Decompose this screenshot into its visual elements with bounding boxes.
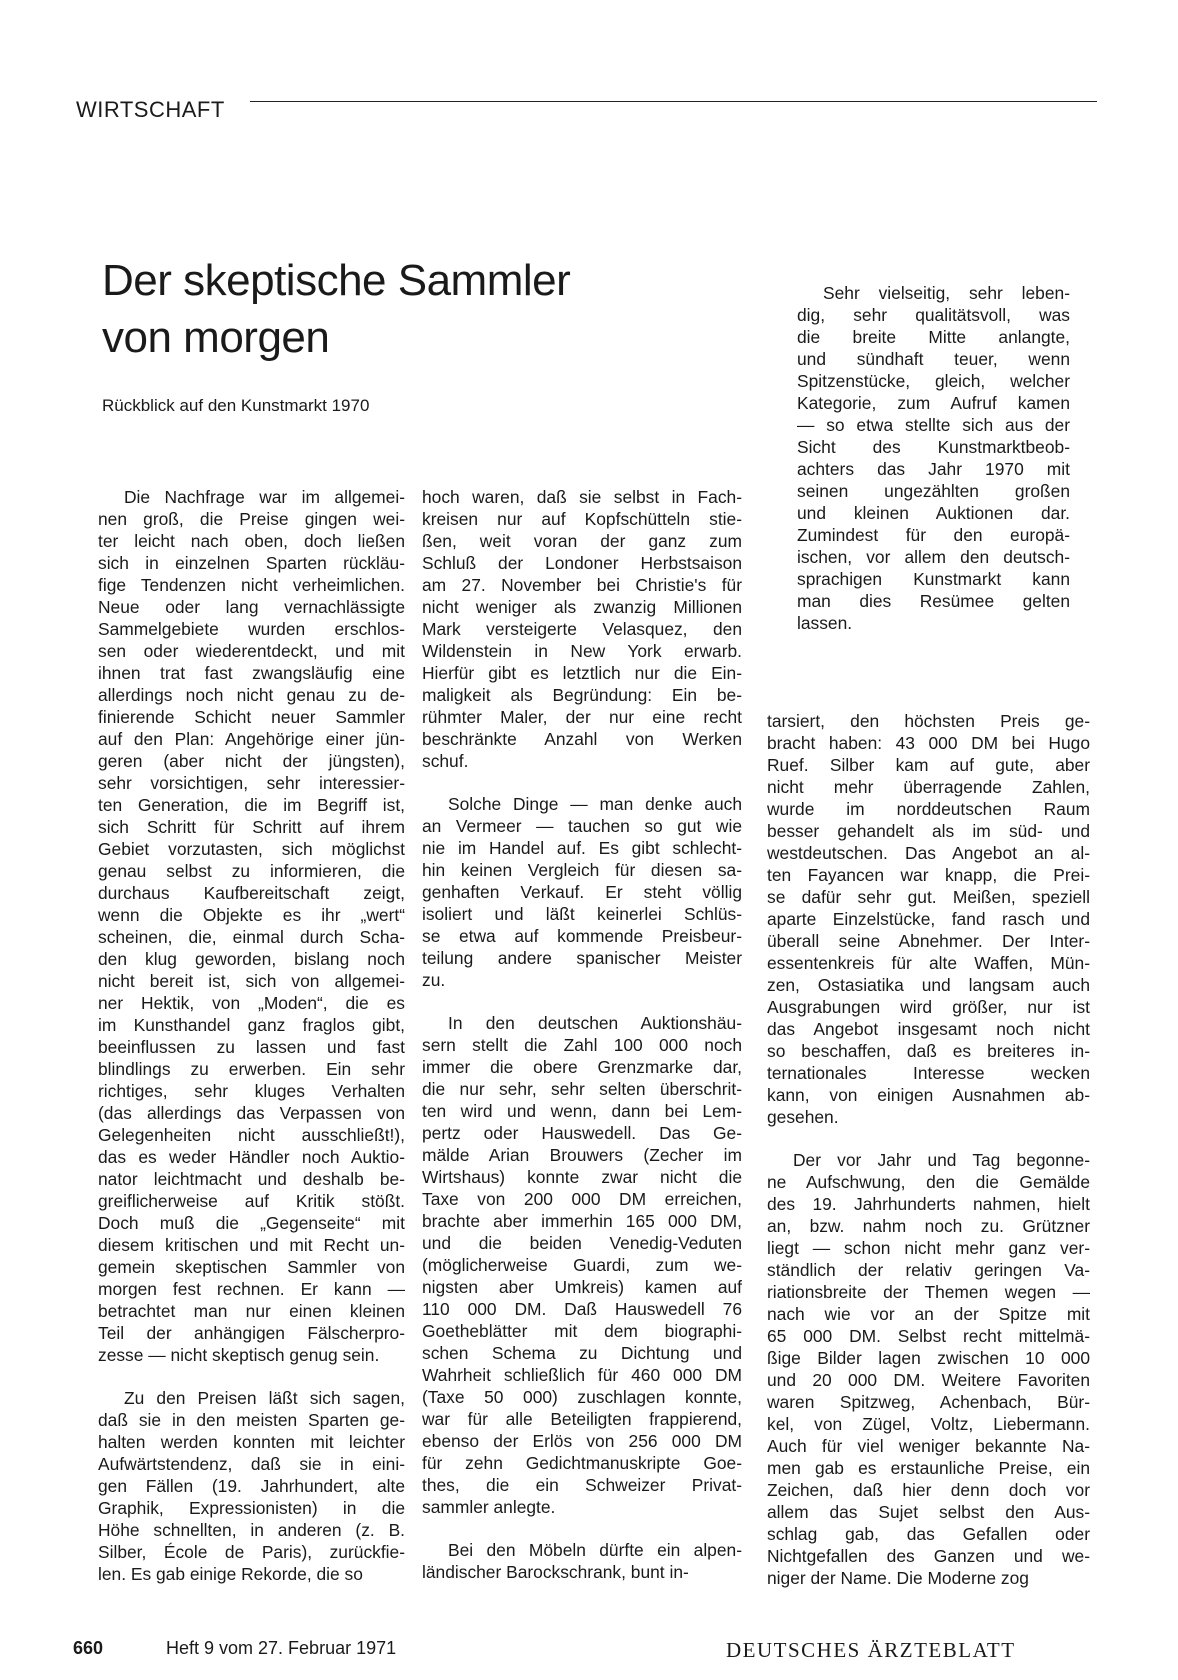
text-line: sprachigen Kunstmarkt kann <box>797 569 1070 589</box>
text-line: ebenso der Erlös von 256 000 DM <box>422 1431 742 1451</box>
text-line: ßige Bilder lagen zwischen 10 000 <box>767 1348 1090 1368</box>
text-line: zu. <box>422 970 446 990</box>
text-line: sen oder wiederentdeckt, und mit <box>98 641 405 661</box>
section-rule <box>250 101 1097 102</box>
text-line: Goetheblätter mit dem biographi- <box>422 1321 742 1341</box>
paragraph <box>422 1539 742 1583</box>
text-line: nicht bereit ist, sich von allgemei- <box>98 971 405 991</box>
text-line: ischen, vor allem den deutsch- <box>797 547 1070 567</box>
text-line: für zehn Gedichtmanuskripte Goe- <box>422 1453 742 1473</box>
paragraph <box>422 793 742 991</box>
text-line: schlag gab, das Gefallen oder <box>767 1524 1090 1544</box>
text-line: Neue oder lang vernachlässigte <box>98 597 405 617</box>
text-line: ter leicht nach oben, doch ließen <box>98 531 405 551</box>
text-line: Doch muß die „Gegenseite“ mit <box>98 1213 405 1233</box>
text-line: nie im Handel auf. Es gibt schlecht- <box>422 838 742 858</box>
text-line: Teil der anhängigen Fälscherpro- <box>98 1323 405 1343</box>
text-line: ternationales Interesse wecken <box>767 1063 1090 1083</box>
text-line: pertz oder Hauswedell. Das Ge- <box>422 1123 742 1143</box>
text-line: schen Schema zu Dichtung und <box>422 1343 742 1363</box>
text-line: Aufwärtstendenz, daß sie in eini- <box>98 1454 405 1474</box>
text-line: Schluß der Londoner Herbstsaison <box>422 553 742 573</box>
paragraph <box>98 1387 405 1585</box>
text-line: war für alle Beteiligten frappierend, <box>422 1409 742 1429</box>
text-line: an, bzw. nahm noch zu. Grützner <box>767 1216 1090 1236</box>
text-line: Taxe von 200 000 DM erreichen, <box>422 1189 742 1209</box>
journal-name: DEUTSCHES ÄRZTEBLATT <box>726 1638 1016 1662</box>
text-line: Die Nachfrage war im allgemei- <box>124 487 405 507</box>
text-line: Wahrheit schließlich für 460 000 DM <box>422 1365 742 1385</box>
text-line: so beschaffen, daß es breiteres in- <box>767 1041 1090 1061</box>
text-line: thes, die ein Schweizer Privat- <box>422 1475 742 1495</box>
text-line: allem das Sujet selbst den Aus- <box>767 1502 1090 1522</box>
text-line: nigsten aber Umkreis) kamen auf <box>422 1277 742 1297</box>
text-line: und die beiden Venedig-Veduten <box>422 1233 742 1253</box>
text-line: zesse — nicht skeptisch genug sein. <box>98 1345 380 1365</box>
text-line: beschränkte Anzahl von Werken <box>422 729 742 749</box>
text-line: se etwa auf kommende Preisbeur- <box>422 926 742 946</box>
text-line: finierende Schicht neuer Sammler <box>98 707 405 727</box>
text-line: sehr vorsichtigen, sehr interessier- <box>98 773 405 793</box>
text-line: Silber, École de Paris), zurückfie- <box>98 1542 405 1562</box>
text-line: nicht weniger als zwanzig Millionen <box>422 597 742 617</box>
text-line: nen groß, die Preise gingen wei- <box>98 509 405 529</box>
text-column-3-top <box>797 282 1070 634</box>
text-line: Zeichen, daß hier denn doch vor <box>767 1480 1090 1500</box>
text-line: ständlich der relativ geringen Va- <box>767 1260 1090 1280</box>
text-line: gen Fällen (19. Jahrhundert, alte <box>98 1476 405 1496</box>
text-line: Zumindest für den europä- <box>797 525 1070 545</box>
text-line: essentenkreis für alte Waffen, Mün- <box>767 953 1090 973</box>
text-line: im Kunsthandel ganz fraglos gibt, <box>98 1015 405 1035</box>
text-line: dig, sehr qualitätsvoll, was <box>797 305 1070 325</box>
text-line: rühmter Maler, der nur eine recht <box>422 707 742 727</box>
text-line: zen, Ostasiatika und langsam auch <box>767 975 1090 995</box>
text-line: überall seine Abnehmer. Der Inter- <box>767 931 1090 951</box>
text-line: nach wie vor an der Spitze mit <box>767 1304 1090 1324</box>
text-line: Wildenstein in New York erwarb. <box>422 641 742 661</box>
paragraph <box>767 1149 1090 1589</box>
text-line: sich Schritt für Schritt auf ihrem <box>98 817 405 837</box>
text-line: ihnen trat fast zwangsläufig eine <box>98 663 405 683</box>
text-line: besser gehandelt als im süd- und <box>767 821 1090 841</box>
text-line: — so etwa stellte sich aus der <box>797 415 1070 435</box>
text-line: Mark versteigerte Velasquez, den <box>422 619 742 639</box>
text-line: an Vermeer — tauchen so gut wie <box>422 816 742 836</box>
text-line: ten Generation, die im Begriff ist, <box>98 795 405 815</box>
text-line: genau selbst zu informieren, die <box>98 861 405 881</box>
text-line: men gab es erstaunliche Preise, ein <box>767 1458 1090 1478</box>
text-line: und sündhaft teuer, wenn <box>797 349 1070 369</box>
text-line: gemein skeptischen Sammler von <box>98 1257 405 1277</box>
text-line: niger der Name. Die Moderne zog <box>767 1568 1029 1588</box>
text-line: waren Spitzweg, Achenbach, Bür- <box>767 1392 1090 1412</box>
text-line: teilung andere spanischer Meister <box>422 948 742 968</box>
text-line: tarsiert, den höchsten Preis ge- <box>767 711 1090 731</box>
text-line: wurde im norddeutschen Raum <box>767 799 1090 819</box>
text-line: se dafür sehr gut. Meißen, speziell <box>767 887 1090 907</box>
text-line: Gebiet vorzutasten, sich möglichst <box>98 839 405 859</box>
text-line: den klug geworden, bislang noch <box>98 949 405 969</box>
text-line: man dies Resümee gelten <box>797 591 1070 611</box>
text-line: ne Aufschwung, den die Gemälde <box>767 1172 1090 1192</box>
text-line: maligkeit als Begründung: Ein be- <box>422 685 742 705</box>
text-line: mälde Arian Brouwers (Zecher im <box>422 1145 742 1165</box>
text-line: westdeutschen. Das Angebot an al- <box>767 843 1090 863</box>
text-line: Solche Dinge — man denke auch <box>448 794 742 814</box>
article-title-line: Der skeptische Sammler <box>102 256 571 305</box>
article-title-line: von morgen <box>102 313 330 362</box>
text-column-1 <box>98 486 405 1585</box>
text-line: Spitzenstücke, gleich, welcher <box>797 371 1070 391</box>
text-line: durchaus Kaufbereitschaft zeigt, <box>98 883 405 903</box>
text-line: das es weder Händler noch Auktio- <box>98 1147 405 1167</box>
text-line: seinen ungezählten großen <box>797 481 1070 501</box>
text-line: hin keinen Vergleich für diesen sa- <box>422 860 742 880</box>
section-label: WIRTSCHAFT <box>76 97 225 122</box>
text-line: hoch waren, daß sie selbst in Fach- <box>422 487 742 507</box>
text-line: Gelegenheiten nicht ausschließt!), <box>98 1125 405 1145</box>
text-column-3-bottom <box>767 710 1090 1589</box>
text-line: riationsbreite der Themen wegen — <box>767 1282 1090 1302</box>
text-line: Ruef. Silber kam auf gute, aber <box>767 755 1090 775</box>
text-line: Ausgrabungen wird größer, nur ist <box>767 997 1090 1017</box>
article-subtitle: Rückblick auf den Kunstmarkt 1970 <box>102 396 370 415</box>
text-line: Auch für viel weniger bekannte Na- <box>767 1436 1090 1456</box>
text-line: allerdings noch nicht genau zu de- <box>98 685 405 705</box>
text-line: schuf. <box>422 751 469 771</box>
text-line: Bei den Möbeln dürfte ein alpen- <box>448 1540 742 1560</box>
text-line: betrachtet man nur einen kleinen <box>98 1301 405 1321</box>
text-line: ländischer Barockschrank, bunt in- <box>422 1562 689 1582</box>
paragraph <box>422 486 742 772</box>
text-line: bracht haben: 43 000 DM bei Hugo <box>767 733 1090 753</box>
text-line: Höhe schnellten, in anderen (z. B. <box>98 1520 405 1540</box>
paragraph <box>98 486 405 1366</box>
page-number: 660 <box>73 1638 104 1658</box>
text-line: isoliert und läßt keinerlei Schlüs- <box>422 904 742 924</box>
text-line: Kategorie, zum Aufruf kamen <box>797 393 1070 413</box>
text-line: Graphik, Expressionisten) in die <box>98 1498 405 1518</box>
text-line: Der vor Jahr und Tag begonne- <box>793 1150 1090 1170</box>
text-line: 65 000 DM. Selbst recht mittelmä- <box>767 1326 1090 1346</box>
text-line: auf den Plan: Angehörige einer jün- <box>98 729 405 749</box>
text-line: brachte aber immerhin 165 000 DM, <box>422 1211 742 1231</box>
text-line: halten werden konnten mit leichter <box>98 1432 405 1452</box>
text-line: (Taxe 50 000) zuschlagen konnte, <box>422 1387 742 1407</box>
text-line: achters das Jahr 1970 mit <box>797 459 1070 479</box>
text-line: ßen, weit voran der ganz zum <box>422 531 742 551</box>
text-line: aparte Einzelstücke, fand rasch und <box>767 909 1090 929</box>
text-line: (möglicherweise Guardi, zum we- <box>422 1255 742 1275</box>
text-line: Sicht des Kunstmarktbeob- <box>797 437 1070 457</box>
text-line: ner Hektik, von „Moden“, die es <box>98 993 405 1013</box>
text-line: ten Fayancen war knapp, die Prei- <box>767 865 1090 885</box>
text-line: richtiges, sehr kluges Verhalten <box>98 1081 405 1101</box>
text-line: blindlings zu erwerben. Ein sehr <box>98 1059 405 1079</box>
text-line: len. Es gab einige Rekorde, die so <box>98 1564 363 1584</box>
text-line: kel, von Zügel, Voltz, Liebermann. <box>767 1414 1090 1434</box>
text-line: kann, von einigen Ausnahmen ab- <box>767 1085 1090 1105</box>
paragraph <box>797 282 1070 634</box>
text-line: (das allerdings das Verpassen von <box>98 1103 405 1123</box>
text-column-2 <box>422 486 742 1583</box>
text-line: die nur sehr, sehr selten überschrit- <box>422 1079 742 1099</box>
text-line: kreisen nur auf Kopfschütteln stie- <box>422 509 742 529</box>
text-line: wenn die Objekte es ihr „wert“ <box>98 905 405 925</box>
text-line: immer die obere Grenzmarke dar, <box>422 1057 742 1077</box>
text-line: scheinen, die, einmal durch Scha- <box>98 927 405 947</box>
text-line: 110 000 DM. Daß Hauswedell 76 <box>422 1299 742 1319</box>
text-line: lassen. <box>797 613 853 633</box>
text-line: Nichtgefallen des Ganzen und we- <box>767 1546 1090 1566</box>
text-line: diesem kritischen und mit Recht un- <box>98 1235 405 1255</box>
text-line: ten wird und wenn, dann bei Lem- <box>422 1101 742 1121</box>
text-line: nicht mehr überragende Zahlen, <box>767 777 1090 797</box>
text-line: sich in einzelnen Sparten rückläu- <box>98 553 405 573</box>
text-line: beeinflussen zu lassen und fast <box>98 1037 405 1057</box>
text-line: geren (aber nicht der jüngsten), <box>98 751 405 771</box>
issue-info: Heft 9 vom 27. Februar 1971 <box>166 1638 397 1658</box>
text-line: fige Tendenzen nicht verheimlichen. <box>98 575 405 595</box>
text-line: des 19. Jahrhunderts nahmen, hielt <box>767 1194 1090 1214</box>
text-line: Hierfür gibt es letztlich nur die Ein- <box>422 663 742 683</box>
text-line: morgen fest rechnen. Er kann — <box>98 1279 405 1299</box>
text-line: liegt — schon nicht mehr ganz ver- <box>767 1238 1090 1258</box>
text-line: und kleinen Auktionen dar. <box>797 503 1070 523</box>
text-line: Zu den Preisen läßt sich sagen, <box>124 1388 405 1408</box>
text-line: daß sie in den meisten Sparten ge- <box>98 1410 405 1430</box>
text-line: sammler anlegte. <box>422 1497 556 1517</box>
text-line: das Angebot insgesamt noch nicht <box>767 1019 1090 1039</box>
text-line: Wirtshaus) konnte zwar nicht die <box>422 1167 742 1187</box>
article-title <box>102 252 662 366</box>
paragraph <box>767 710 1090 1128</box>
text-line: gesehen. <box>767 1107 839 1127</box>
text-line: und 20 000 DM. Weitere Favoriten <box>767 1370 1090 1390</box>
text-line: sern stellt die Zahl 100 000 noch <box>422 1035 742 1055</box>
text-line: die breite Mitte anlangte, <box>797 327 1070 347</box>
text-line: Sehr vielseitig, sehr leben- <box>823 283 1070 303</box>
text-line: In den deutschen Auktionshäu- <box>448 1013 742 1033</box>
text-line: Sammelgebiete wurden erschlos- <box>98 619 405 639</box>
text-line: greiflicherweise auf Kritik stößt. <box>98 1191 405 1211</box>
text-line: genhaften Verkauf. Er steht völlig <box>422 882 742 902</box>
text-line: am 27. November bei Christie's für <box>422 575 742 595</box>
text-line: nator leichtmacht und deshalb be- <box>98 1169 405 1189</box>
paragraph <box>422 1012 742 1518</box>
